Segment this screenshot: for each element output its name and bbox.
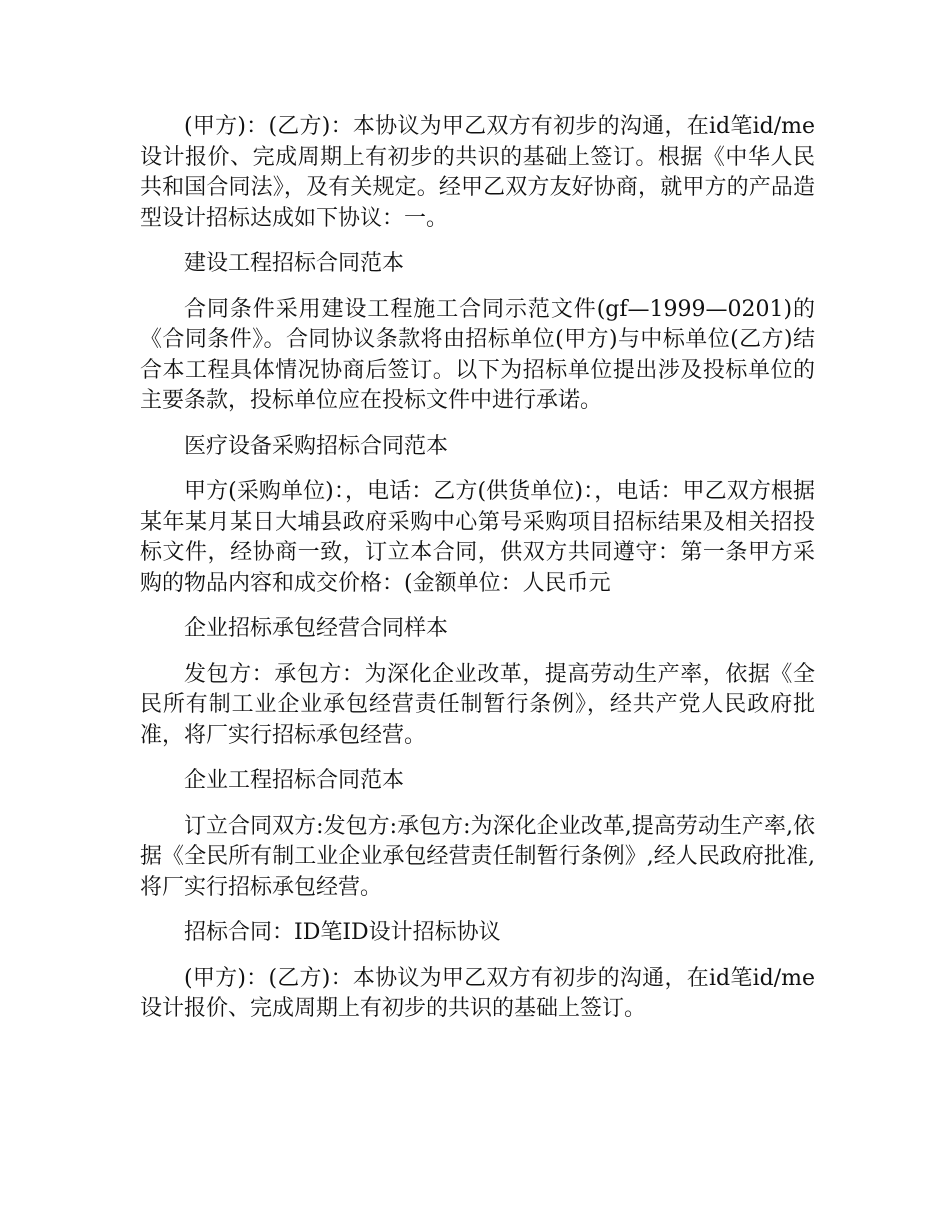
heading-medical-equipment-contract: 医疗设备采购招标合同范本 — [184, 433, 449, 459]
heading-construction-contract: 建设工程招标合同范本 — [184, 251, 405, 276]
paragraph-enterprise-project-contract: 订立合同双方:发包方:承包方:为深化企业改革,提高劳动生产率,依据《全民所有制工业企业承包经营责任制暂行条例》,经人民政府批准,将厂实行招标承包经营。 — [140, 813, 815, 900]
document-page — [140, 112, 815, 1040]
paragraph-id-pen-design-intro: (甲方)：(乙方)：本协议为甲乙双方有初步的沟通，在id笔id/me设计报价、完成周期上有初步的共识的基础上签订。根据《中华人民共和国合同法》，及有关规定。经甲乙双方友好协商，就甲方的产品造型设计招标达成如下协议：一。 — [140, 114, 815, 231]
paragraph-construction-contract: 合同条件采用建设工程施工合同示范文件(gf—1999—0201)的《合同条件》。合同协议条款将由招标单位(甲方)与中标单位(乙方)结合本工程具体情况协商后签订。以下为招标单位提出涉及投标单位的主要条款，投标单位应在投标文件中进行承诺。 — [140, 296, 815, 413]
paragraph-enterprise-contracting-sample: 发包方：承包方：为深化企业改革，提高劳动生产率，依据《全民所有制工业企业承包经营责任制暂行条例》，经共产党人民政府批准，将厂实行招标承包经营。 — [140, 661, 815, 748]
heading-enterprise-project-contract: 企业工程招标合同范本 — [184, 768, 405, 793]
paragraph-id-pen-design-agreement: (甲方)：(乙方)：本协议为甲乙双方有初步的沟通，在id笔id/me设计报价、完成周期上有初步的共识的基础上签订。 — [140, 965, 815, 1021]
heading-enterprise-contracting-sample: 企业招标承包经营合同样本 — [184, 616, 449, 641]
heading-id-pen-design-agreement: 招标合同：ID笔ID设计招标协议 — [184, 920, 501, 945]
paragraph-medical-equipment-contract: 甲方(采购单位)：，电话：乙方(供货单位)：，电话：甲乙双方根据某年某月某日大埔县政府采购中心第号采购项目招标结果及相关招投标文件，经协商一致，订立本合同，供双方共同遵守：第一条甲方采购的物品内容和成交价格：(金额单位：人民币元 — [140, 479, 815, 596]
